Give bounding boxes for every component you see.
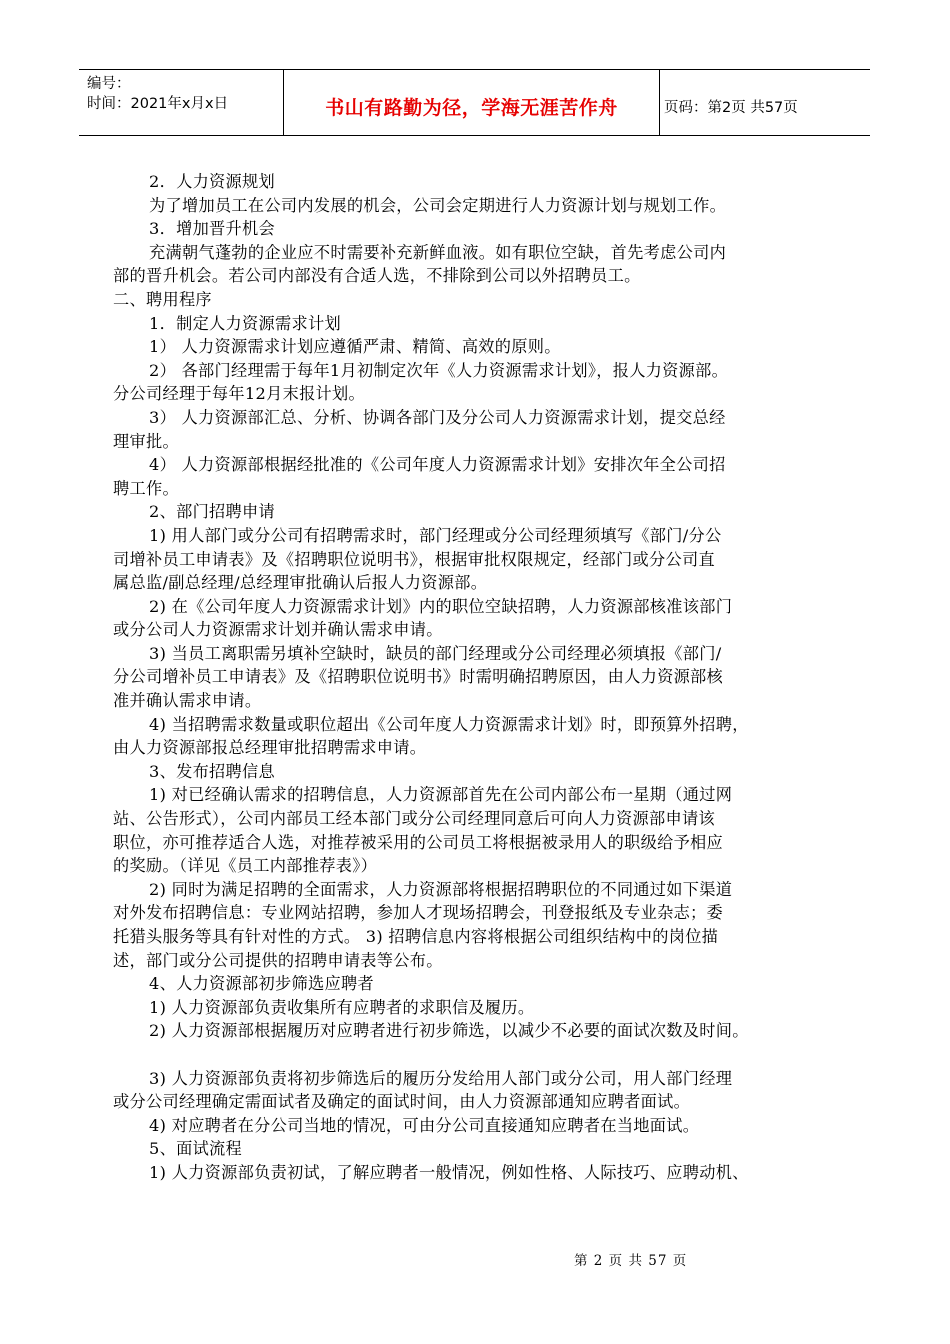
paragraph-line: 2) 人力资源部根据履历对应聘者进行初步筛选，以减少不必要的面试次数及时间。 — [149, 1021, 749, 1041]
header-meta-cell — [79, 70, 284, 135]
document-time-label: 时间：2021年x月x日 — [87, 96, 229, 112]
paragraph-line: 述，部门或分公司提供的招聘申请表等公布。 — [113, 950, 443, 970]
paragraph-line: 的奖励。（详见《员工内部推荐表》） — [113, 856, 378, 876]
paragraph-line: 分公司经理于每年12月末报计划。 — [113, 384, 366, 404]
paragraph-line: 准并确认需求申请。 — [113, 691, 262, 711]
header-page-number: 页码：第2页 共57页 — [664, 100, 798, 116]
section-heading: 4、人力资源部初步筛选应聘者 — [149, 974, 374, 994]
paragraph-line: 4） 人力资源部根据经批准的《公司年度人力资源需求计划》安排次年全公司招 — [149, 455, 726, 475]
section-heading: 5、面试流程 — [149, 1139, 243, 1159]
header-motto: 书山有路勤为径，学海无涯苦作舟 — [284, 70, 660, 135]
document-body — [113, 170, 853, 1185]
paragraph-line: 4) 对应聘者在分公司当地的情况，可由分公司直接通知应聘者在当地面试。 — [149, 1115, 700, 1135]
document-header — [79, 69, 870, 136]
section-heading: 3、发布招聘信息 — [149, 761, 276, 781]
paragraph-line: 2) 在《公司年度人力资源需求计划》内的职位空缺招聘，人力资源部核准该部门 — [149, 596, 733, 616]
section-heading: 1．制定人力资源需求计划 — [149, 313, 341, 333]
paragraph-line: 或分公司经理确定需面试者及确定的面试时间，由人力资源部通知应聘者面试。 — [113, 1092, 691, 1112]
paragraph-line: 对外发布招聘信息：专业网站招聘，参加人才现场招聘会，刊登报纸及专业杂志；委 — [113, 903, 724, 923]
section-heading: 2．人力资源规划 — [149, 172, 276, 191]
paragraph-line: 职位，亦可推荐适合人选，对推荐被采用的公司员工将根据被录用人的职级给予相应 — [113, 832, 724, 852]
page-footer: 第 2 页 共 57 页 — [574, 1253, 688, 1269]
paragraph-line: 分公司增补员工申请表》及《招聘职位说明书》时需明确招聘原因，由人力资源部核 — [113, 667, 724, 687]
section-heading: 2、部门招聘申请 — [149, 502, 276, 522]
paragraph-line: 4) 当招聘需求数量或职位超出《公司年度人力资源需求计划》时，即预算外招聘， — [149, 714, 749, 734]
paragraph-line: 司增补员工申请表》及《招聘职位说明书》，根据审批权限规定，经部门或分公司直 — [113, 549, 715, 569]
paragraph-line: 3) 当员工离职需另填补空缺时，缺员的部门经理或分公司经理必须填报《部门/ — [149, 643, 722, 663]
paragraph-line: 2） 各部门经理需于每年1月初制定次年《人力资源需求计划》，报人力资源部。 — [149, 360, 729, 380]
paragraph-line: 1) 对已经确认需求的招聘信息，人力资源部首先在公司内部公布一星期（通过网 — [149, 785, 733, 805]
paragraph-line: 理审批。 — [113, 431, 179, 451]
paragraph-line: 3) 人力资源部负责将初步筛选后的履历分发给用人部门或分公司，用人部门经理 — [149, 1068, 733, 1088]
paragraph-line: 1) 人力资源部负责初试，了解应聘者一般情况，例如性格、人际技巧、应聘动机、 — [149, 1162, 749, 1182]
paragraph-line: 2) 同时为满足招聘的全面需求，人力资源部将根据招聘职位的不同通过如下渠道 — [149, 879, 733, 899]
paragraph-line: 聘工作。 — [113, 478, 179, 498]
paragraph-line: 1) 用人部门或分公司有招聘需求时，部门经理或分公司经理须填写《部门/分公 — [149, 525, 722, 545]
document-number-label: 编号： — [87, 76, 131, 92]
blank-line — [113, 1043, 853, 1067]
paragraph-line: 托猎头服务等具有针对性的方式。 3) 招聘信息内容将根据公司组织结构中的岗位描 — [113, 927, 719, 946]
paragraph-line: 3） 人力资源部汇总、分析、协调各部门及分公司人力资源需求计划，提交总经 — [149, 407, 726, 427]
paragraph-line: 1) 人力资源部负责收集所有应聘者的求职信及履历。 — [149, 997, 535, 1017]
paragraph-line: 1） 人力资源需求计划应遵循严肃、精简、高效的原则。 — [149, 337, 561, 357]
paragraph-line: 或分公司人力资源需求计划并确认需求申请。 — [113, 620, 443, 640]
section-heading: 3．增加晋升机会 — [149, 219, 276, 239]
paragraph-line: 为了增加员工在公司内发展的机会，公司会定期进行人力资源计划与规划工作。 — [149, 195, 727, 215]
paragraph-line: 充满朝气蓬勃的企业应不时需要补充新鲜血液。如有职位空缺，首先考虑公司内 — [149, 242, 727, 262]
paragraph-line: 由人力资源部报总经理审批招聘需求申请。 — [113, 738, 427, 758]
paragraph-line: 属总监/副总经理/总经理审批确认后报人力资源部。 — [113, 573, 488, 593]
chapter-heading: 二、聘用程序 — [113, 289, 212, 309]
paragraph-line: 部的晋升机会。若公司内部没有合适人选，不排除到公司以外招聘员工。 — [113, 266, 641, 286]
paragraph-line: 站、公告形式），公司内部员工经本部门或分公司经理同意后可向人力资源部申请该 — [113, 809, 715, 829]
